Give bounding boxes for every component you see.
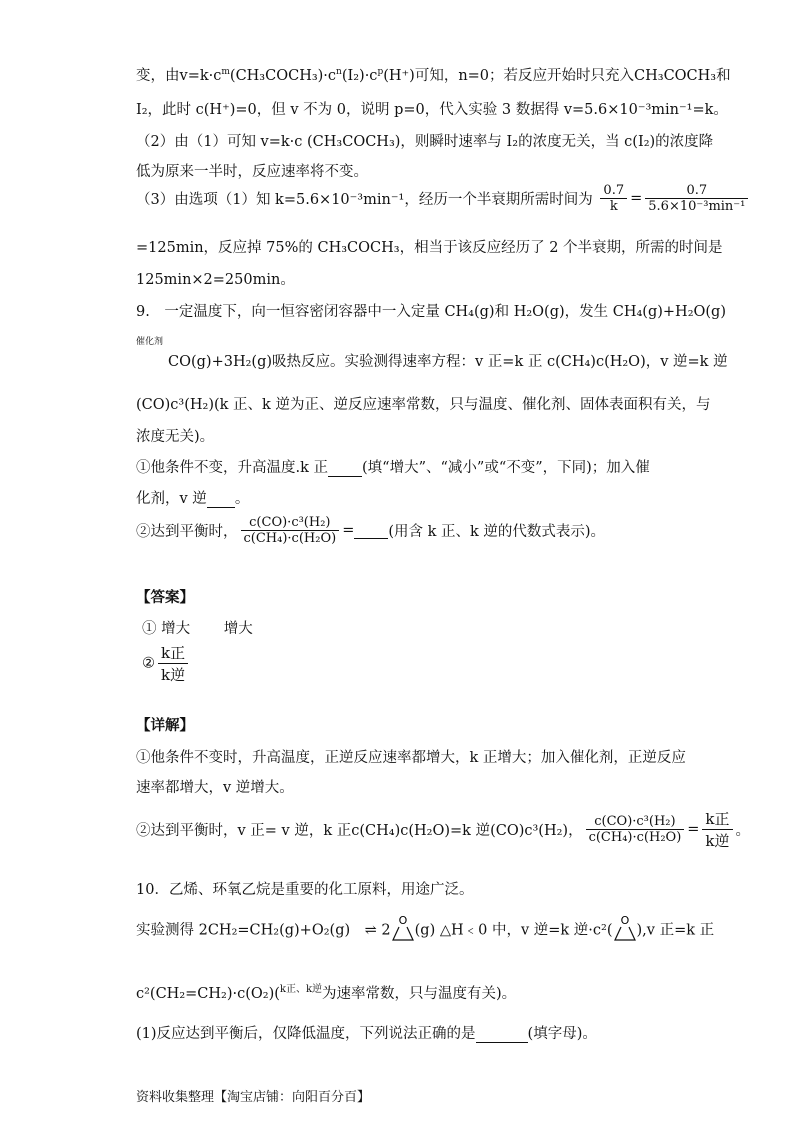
fraction-denominator: c(CH₄)·c(H₂O) bbox=[241, 530, 340, 546]
question-9-line-4: 浓度无关)。 bbox=[136, 429, 215, 445]
detail-eq-prefix: ②达到平衡时，v 正= v 逆，k 正c(CH₄)c(H₂O)=k 逆(CO)c³(H₂)， bbox=[136, 823, 583, 839]
q10-part1-prefix: (1)反应达到平衡后，仅降低温度，下列说法正确的是 bbox=[136, 1026, 476, 1042]
q10-rate-start: c²(CH₂=CH₂)·c(O₂)( bbox=[136, 985, 280, 1002]
question-10-line-2 bbox=[136, 914, 714, 944]
fraction-k-ratio bbox=[702, 808, 732, 851]
text-line-7: 125min×2=250min。 bbox=[136, 272, 295, 288]
fraction-numerator: k正 bbox=[705, 810, 730, 828]
footer-source: 资料收集整理【淘宝店铺：向阳百分百】 bbox=[136, 1090, 371, 1105]
detail-line-1: ①他条件不变时，升高温度，正逆反应速率都增大，k 正增大；加入催化剂，正逆反应 bbox=[136, 750, 686, 766]
q10-part1-suffix: (填字母)。 bbox=[527, 1026, 597, 1042]
answer-blank-2[interactable] bbox=[207, 491, 235, 508]
fraction-numerator: 0.7 bbox=[603, 183, 625, 198]
question-9-line-5 bbox=[136, 456, 650, 477]
question-9-line-6 bbox=[136, 487, 249, 508]
question-9-line-7 bbox=[136, 515, 605, 546]
detail-header: 【详解】 bbox=[136, 717, 194, 734]
line1-start: 变，由v=k·c bbox=[136, 68, 222, 84]
line1-mid: (CH₃COCH₃)·c bbox=[229, 68, 337, 84]
fraction-denominator: 5.6×10⁻³min⁻¹ bbox=[645, 198, 748, 214]
question-9-line-3: (CO)c³(H₂)(k 正、k 逆为正、逆反应速率常数，只与温度、催化剂、固体表面积有关，与 bbox=[136, 397, 711, 413]
fraction-denominator: k逆 bbox=[702, 829, 732, 851]
rate-constants-label: k正、k逆 bbox=[279, 984, 323, 995]
text-line-5 bbox=[136, 183, 751, 214]
detail-line-3 bbox=[136, 808, 750, 851]
q9-eq-suffix: (用含 k 正、k 逆的代数式表示)。 bbox=[388, 524, 606, 540]
answer-line-2 bbox=[142, 642, 191, 685]
fraction-denominator: k bbox=[600, 198, 627, 214]
fraction-denominator: c(CH₄)·c(H₂O) bbox=[586, 829, 685, 845]
text-line-3: （2）由（1）可知 v=k·c (CH₃COCH₃)，则瞬时速率与 I₂的浓度无关，当 c(I₂)的浓度降 bbox=[136, 134, 714, 150]
ethylene-oxide-icon bbox=[391, 914, 415, 944]
q9-eq-prefix: ②达到平衡时， bbox=[136, 524, 238, 540]
answer-blank-3[interactable] bbox=[354, 522, 388, 539]
period: 。 bbox=[735, 823, 751, 839]
fraction-halflife-value bbox=[645, 183, 748, 214]
q10-eq-mid: (g) △H﹤0 中，v 逆=k 逆·c²( bbox=[414, 922, 613, 939]
fraction-numerator: 0.7 bbox=[686, 183, 708, 198]
sup-p: p bbox=[377, 67, 384, 78]
question-10-line-1: 10．乙烯、环氧乙烷是重要的化工原料，用途广泛。 bbox=[136, 882, 474, 898]
detail-line-2: 速率都增大，v 逆增大。 bbox=[136, 780, 294, 796]
q10-rate-end: 为速率常数，只与温度有关)。 bbox=[322, 985, 517, 1002]
ethylene-oxide-icon bbox=[613, 914, 637, 944]
fraction-k-ratio bbox=[158, 642, 188, 685]
fraction-numerator: c(CO)·c³(H₂) bbox=[594, 814, 676, 829]
line5-text: （3）由选项（1）知 k=5.6×10⁻³min⁻¹，经历一个半衰期所需时间为 bbox=[136, 192, 593, 208]
question-10-line-3 bbox=[136, 980, 516, 1003]
line1-end: (H⁺)可知，n=0；若反应开始时只充入CH₃COCH₃和 bbox=[383, 68, 731, 84]
equals-sign: = bbox=[687, 821, 700, 838]
q9-blank2-suffix: 。 bbox=[234, 491, 250, 507]
answer-line-1: ① 增大 增大 bbox=[142, 621, 253, 637]
question-10-line-4 bbox=[136, 1022, 597, 1043]
answer-header: 【答案】 bbox=[136, 589, 194, 606]
question-9-line-1: 9. 一定温度下，向一恒容密闭容器中一入定量 CH₄(g)和 H₂O(g)，发生 CH₄(g)+H₂O(g) bbox=[136, 304, 726, 320]
text-line-2: I₂，此时 c(H⁺)=0，但 v 不为 0，说明 p=0，代入实验 3 数据得 v=5.6×10⁻³min⁻¹=k。 bbox=[136, 102, 728, 118]
q9-blank1-suffix: (填“增大”、“减小”或“不变”，下同)；加入催 bbox=[362, 460, 650, 476]
circled-2: ② bbox=[142, 655, 155, 672]
text-line-6: =125min，反应掉 75%的 CH₃COCH₃，相当于该反应经历了 2 个半衰期，所需的时间是 bbox=[136, 240, 723, 256]
answer-blank-1[interactable] bbox=[328, 460, 362, 477]
line1-mid2: (I₂)·c bbox=[341, 68, 378, 84]
ring-oxygen-label: O bbox=[398, 914, 407, 927]
answer-blank-4[interactable] bbox=[476, 1026, 528, 1043]
q10-eq-end: ),v 正=k 正 bbox=[636, 922, 715, 939]
sup-n: n bbox=[336, 67, 342, 78]
sup-m: m bbox=[221, 67, 230, 78]
fraction-equilibrium-ratio bbox=[586, 814, 685, 845]
fraction-numerator: c(CO)·c³(H₂) bbox=[249, 515, 331, 530]
q9-blank1-prefix: ①他条件不变，升高温度.k 正 bbox=[136, 460, 329, 476]
catalyst-arrow bbox=[136, 334, 163, 350]
equals-sign: = bbox=[630, 190, 643, 207]
q10-eq-start: 实验测得 2CH₂=CH₂(g)+O₂(g) ⇌ 2 bbox=[136, 922, 391, 939]
fraction-numerator: k正 bbox=[161, 644, 186, 662]
question-9-line-2: CO(g)+3H₂(g)吸热反应。实验测得速率方程：v 正=k 正 c(CH₄)c(H₂O)，v 逆=k 逆 bbox=[168, 354, 728, 370]
fraction-halflife-k bbox=[600, 183, 627, 214]
fraction-denominator: k逆 bbox=[158, 663, 188, 685]
text-line-4: 低为原来一半时，反应速率将不变。 bbox=[136, 164, 368, 180]
q9-blank2-prefix: 化剂，v 逆 bbox=[136, 491, 207, 507]
equals-sign: = bbox=[342, 522, 355, 539]
ring-oxygen-label: O bbox=[620, 914, 629, 927]
fraction-equilibrium-ratio bbox=[241, 515, 340, 546]
catalyst-label: 催化剂 bbox=[136, 336, 164, 347]
text-line-1 bbox=[136, 64, 731, 85]
